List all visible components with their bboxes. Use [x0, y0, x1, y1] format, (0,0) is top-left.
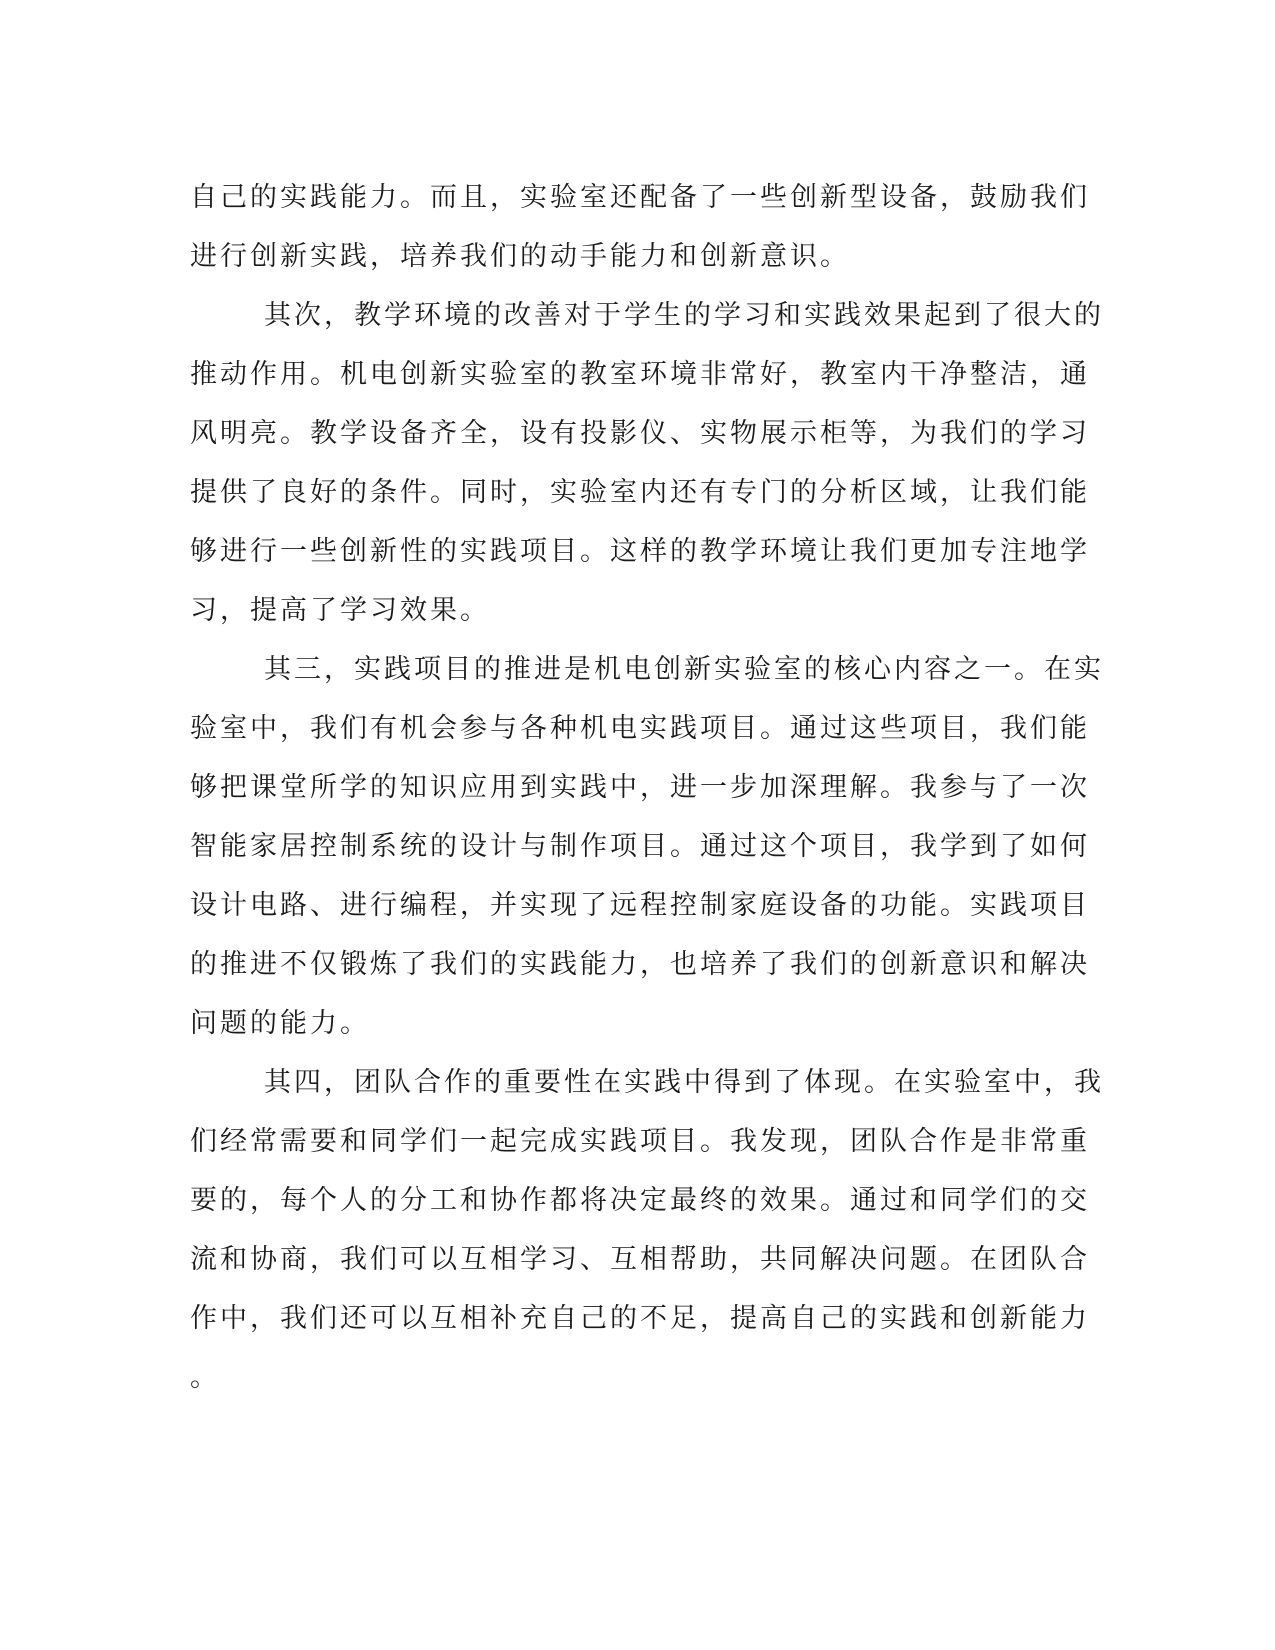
- text-line: 进行创新实践，培养我们的动手能力和创新意识。: [190, 241, 850, 272]
- text-line: 智能家居控制系统的设计与制作项目。通过这个项目，我学到了如何: [190, 831, 1090, 862]
- paragraph-start-line: 其次，教学环境的改善对于学生的学习和实践效果起到了很大的: [264, 300, 1104, 331]
- document-body: [190, 168, 1104, 1407]
- text-line: 推动作用。机电创新实验室的教室环境非常好，教室内干净整洁，通: [190, 359, 1090, 390]
- text-line: 要的，每个人的分工和协作都将决定最终的效果。通过和同学们的交: [190, 1185, 1090, 1216]
- text-line: 问题的能力。: [190, 1008, 370, 1039]
- paragraph-start-line: 其四，团队合作的重要性在实践中得到了体现。在实验室中，我: [264, 1067, 1104, 1098]
- text-line: 的推进不仅锻炼了我们的实践能力，也培养了我们的创新意识和解决: [190, 949, 1090, 980]
- text-line: 风明亮。教学设备齐全，设有投影仪、实物展示柜等，为我们的学习: [190, 418, 1090, 449]
- text-line: 自己的实践能力。而且，实验室还配备了一些创新型设备，鼓励我们: [190, 182, 1090, 213]
- text-line: 验室中，我们有机会参与各种机电实践项目。通过这些项目，我们能: [190, 713, 1090, 744]
- paragraph-start-line: 其三，实践项目的推进是机电创新实验室的核心内容之一。在实: [264, 654, 1104, 685]
- text-line: 作中，我们还可以互相补充自己的不足，提高自己的实践和创新能力: [190, 1303, 1090, 1334]
- text-line: 。: [190, 1362, 220, 1393]
- text-line: 们经常需要和同学们一起完成实践项目。我发现，团队合作是非常重: [190, 1126, 1090, 1157]
- text-line: 够进行一些创新性的实践项目。这样的教学环境让我们更加专注地学: [190, 536, 1090, 567]
- text-line: 流和协商，我们可以互相学习、互相帮助，共同解决问题。在团队合: [190, 1244, 1090, 1275]
- text-line: 够把课堂所学的知识应用到实践中，进一步加深理解。我参与了一次: [190, 772, 1090, 803]
- text-line: 习，提高了学习效果。: [190, 595, 490, 626]
- text-line: 提供了良好的条件。同时，实验室内还有专门的分析区域，让我们能: [190, 477, 1090, 508]
- text-line: 设计电路、进行编程，并实现了远程控制家庭设备的功能。实践项目: [190, 890, 1090, 921]
